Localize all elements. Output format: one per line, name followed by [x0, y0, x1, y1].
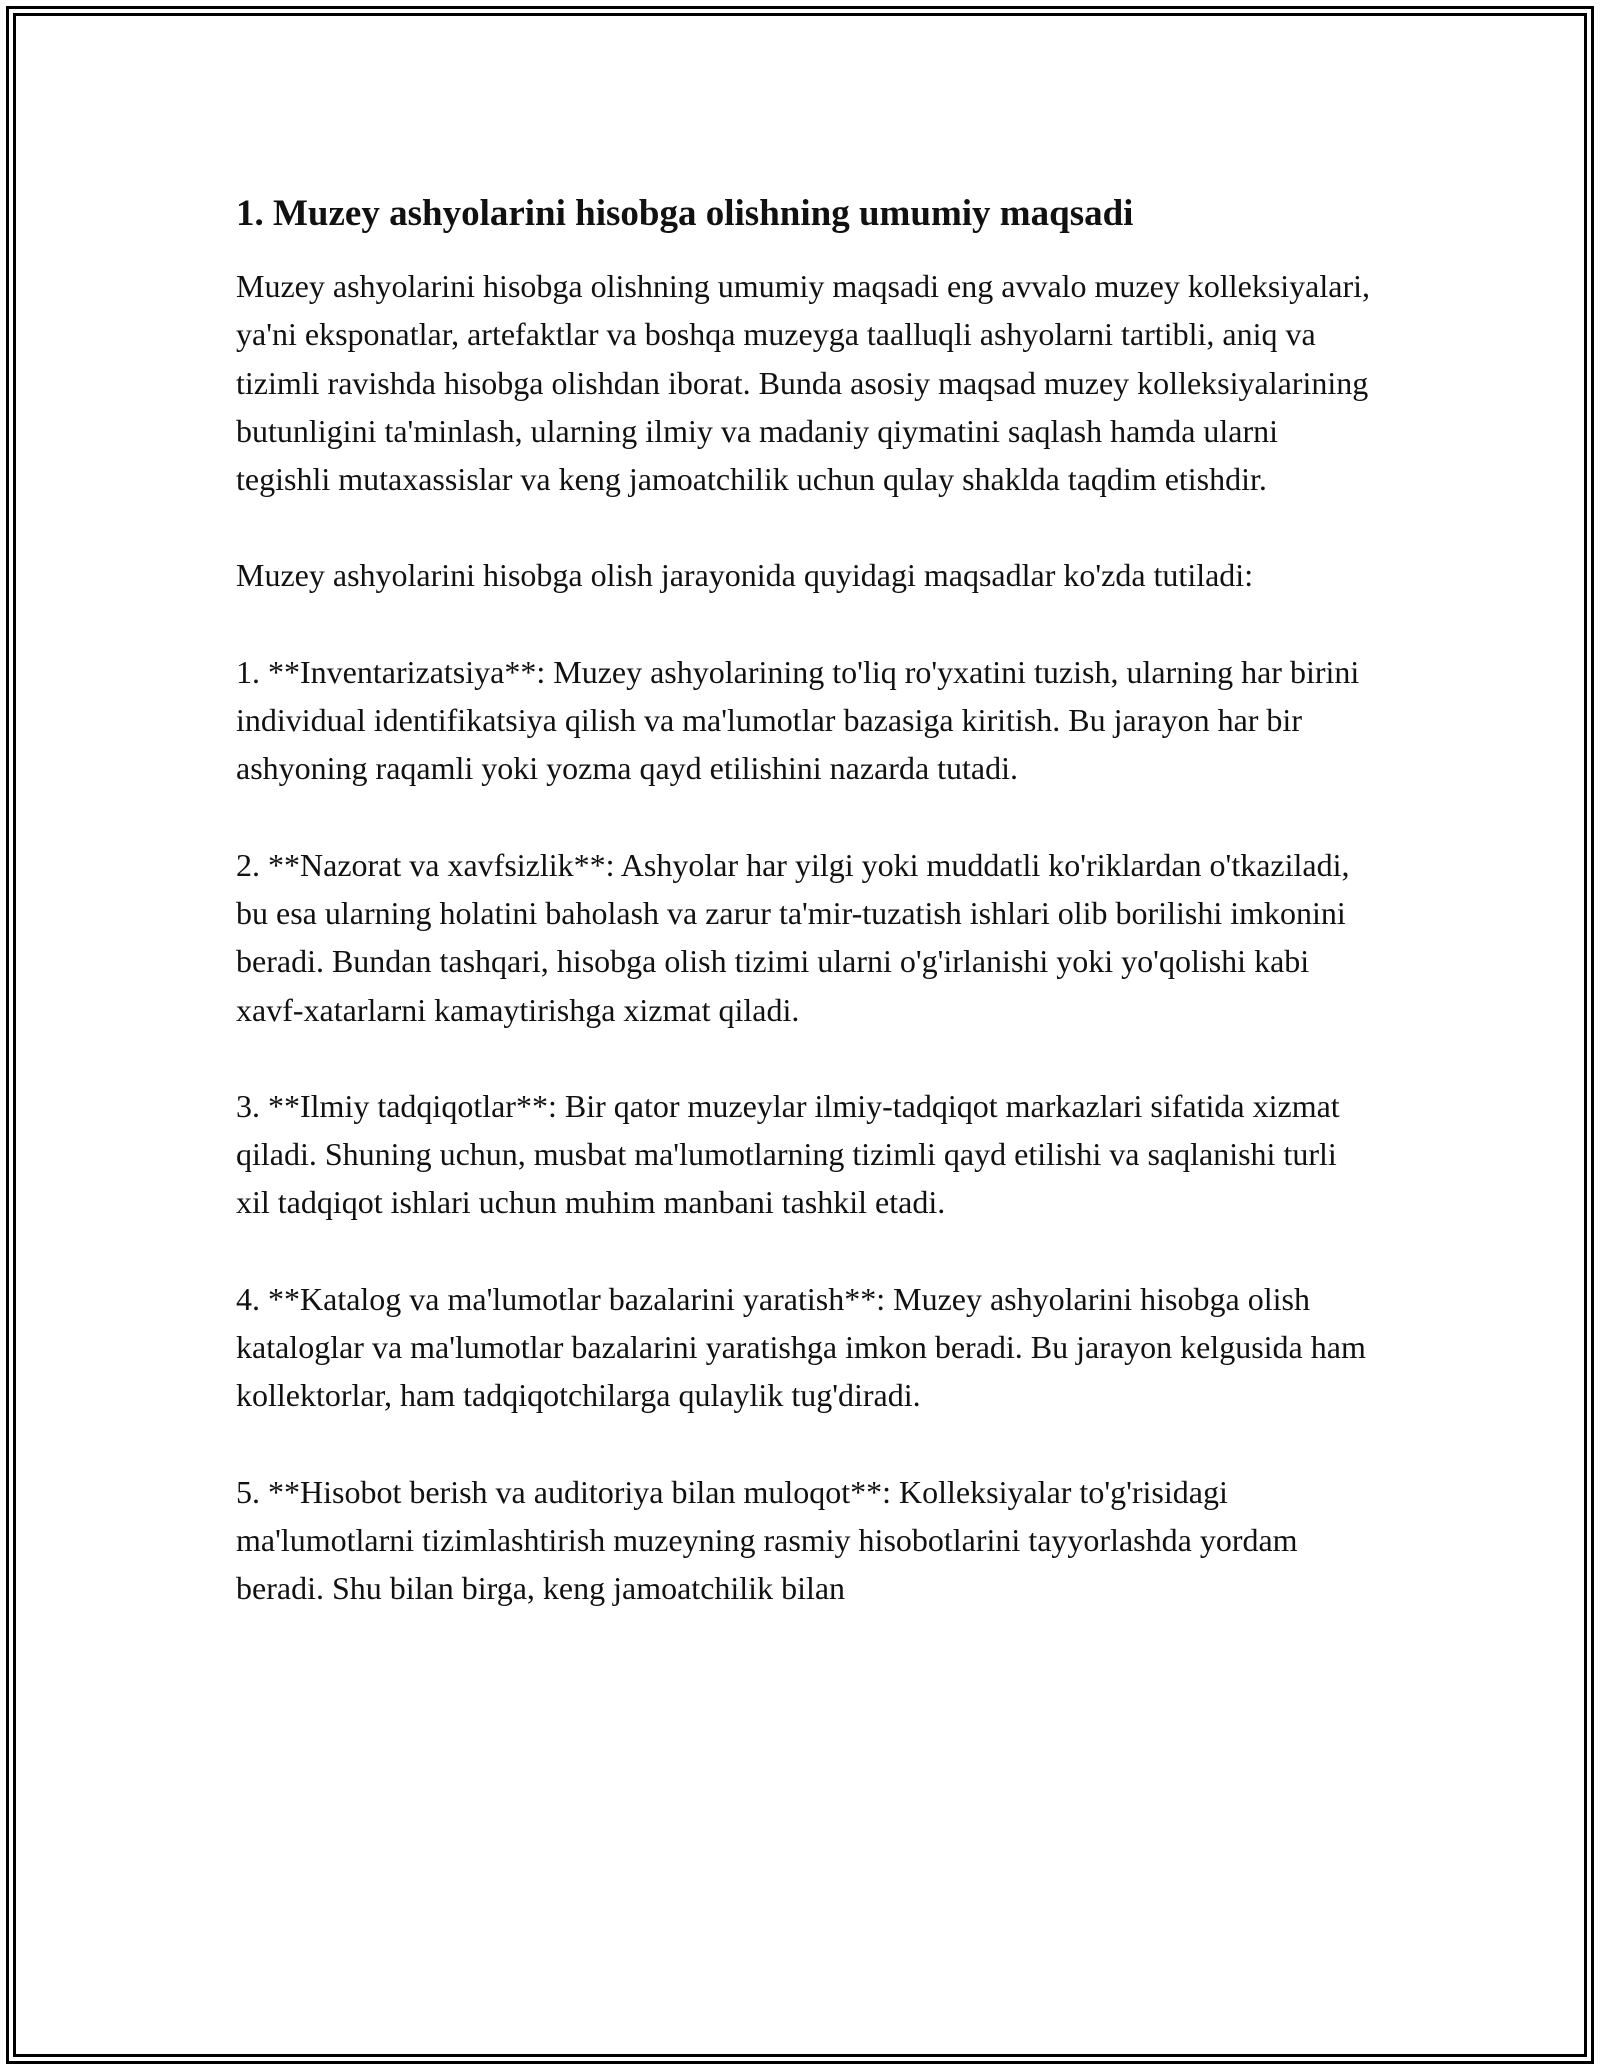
- goal-item-scientific-research: 3. **Ilmiy tadqiqotlar**: Bir qator muzeylar ilmiy-tadqiqot markazlari sifatida xizmat qiladi. Shuning uchun, musbat ma'lumotlarning tizimli qayd etilishi va saqlanishi turli xil tadqiqot ishlari uchun muhim manbani tashkil etadi.: [236, 1087, 1340, 1221]
- goal-item-control-security: 2. **Nazorat va xavfsizlik**: Ashyolar har yilgi yoki muddatli ko'riklardan o'tkaziladi, bu esa ularning holatini baholash va zarur ta'mir-tuzatish ishlari olib borilishi imkonini beradi. Bundan tashqari, hisobga olish tizimi ularni o'g'irlanishi yoki yo'qolishi kabi xavf-xatarlarni kamaytirishga xizmat qiladi.: [236, 846, 1350, 1028]
- section-heading: 1. Muzey ashyolarini hisobga olishning umumiy maqsadi: [236, 193, 1134, 234]
- goals-lead-paragraph: Muzey ashyolarini hisobga olish jarayonida quyidagi maqsadlar ko'zda tutiladi:: [236, 557, 1254, 594]
- goal-item-reporting-audience: 5. **Hisobot berish va auditoriya bilan muloqot**: Kolleksiyalar to'g'risidagi ma'lumotlarni tizimlashtirish muzeyning rasmiy hisobotlarini tayyorlashda yordam beradi. Shu bilan birga, keng jamoatchilik bilan: [236, 1473, 1298, 1607]
- document-body: [236, 188, 1376, 1661]
- goal-item-catalog-database: 4. **Katalog va ma'lumotlar bazalarini yaratish**: Muzey ashyolarini hisobga olish kataloglar va ma'lumotlar bazalarini yaratishga imkon beradi. Bu jarayon kelgusida ham kollektorlar, ham tadqiqotchilarga qulaylik tug'diradi.: [236, 1280, 1366, 1414]
- goal-item-inventory: 1. **Inventarizatsiya**: Muzey ashyolarining to'liq ro'yxatini tuzish, ularning har birini individual identifikatsiya qilish va ma'lumotlar bazasiga kiritish. Bu jarayon har bir ashyoning raqamli yoki yozma qayd etilishini nazarda tutadi.: [236, 653, 1360, 787]
- intro-paragraph: Muzey ashyolarini hisobga olishning umumiy maqsadi eng avvalo muzey kolleksiyalari, ya'ni eksponatlar, artefaktlar va boshqa muzeyga taalluqli ashyolarni tartibli, aniq va tizimli ravishda hisobga olishdan iborat. Bunda asosiy maqsad muzey kolleksiyalarining butunligini ta'minlash, ularning ilmiy va madaniy qiymatini saqlash hamda ularni tegishli mutaxassislar va keng jamoatchilik uchun qulay shaklda taqdim etishdir.: [236, 268, 1370, 498]
